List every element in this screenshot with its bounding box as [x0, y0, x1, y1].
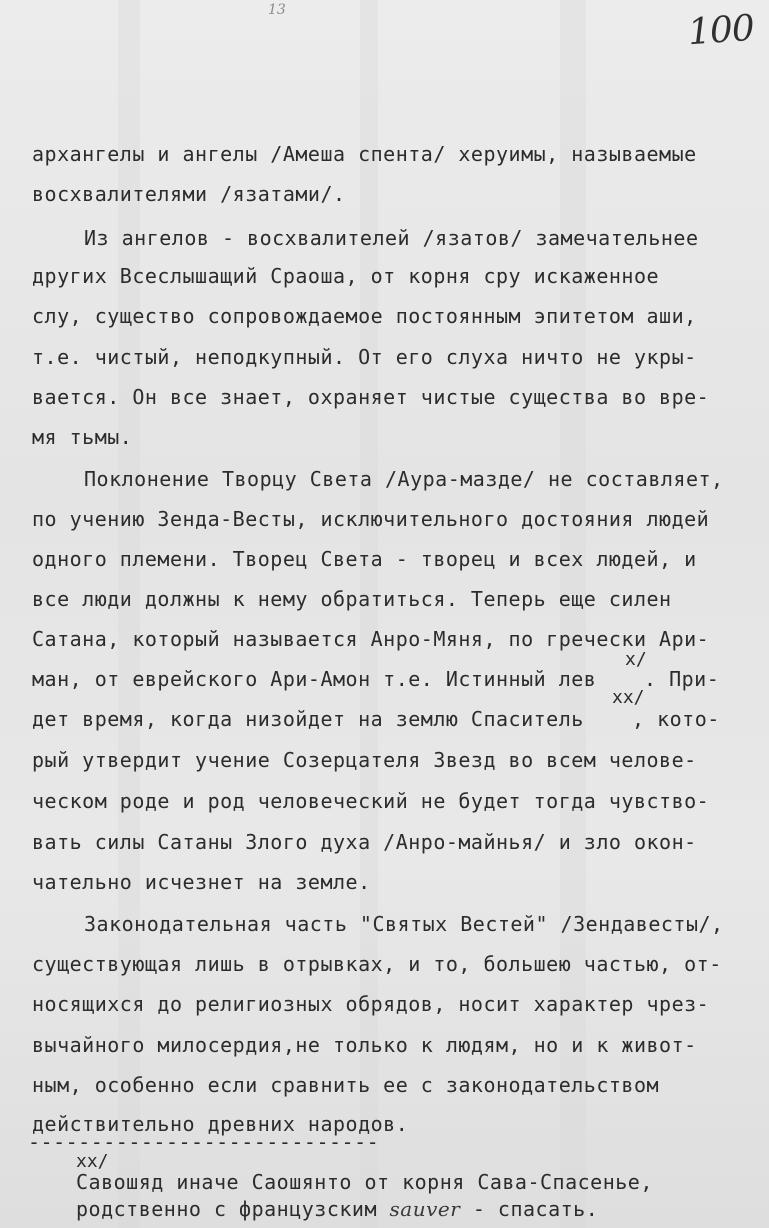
- text-line: Поклонение Творцу Света /Аура-мазде/ не составляет,: [84, 467, 724, 491]
- text-line: дет время, когда низойдет на землю Спаситель: [32, 707, 584, 731]
- footnote-separator: ----------------------------: [28, 1130, 380, 1154]
- text-line: вать силы Сатаны Злого духа /Анро-майнья/ и зло окон-: [32, 830, 697, 854]
- text-line: по учению Зенда-Весты, исключительного достояния людей: [32, 507, 710, 531]
- footnote-line-2: [76, 1197, 598, 1221]
- text-line: , кото-: [632, 707, 720, 731]
- text-line: Из ангелов - восхвалителей /язатов/ замечательнее: [84, 226, 699, 250]
- text-line: действительно древних народов.: [32, 1112, 409, 1136]
- footnote-line-1: Савошяд иначе Саошянто от корня Сава-Спасенье,: [76, 1170, 653, 1194]
- top-mark: 13: [268, 2, 286, 18]
- text-line: восхвалителями /язатами/.: [32, 182, 346, 206]
- text-line: слу, существо сопровождаемое постоянным эпитетом аши,: [32, 304, 697, 328]
- text-line: рый утвердит учение Созерцателя Звезд во всем челове-: [32, 748, 697, 772]
- footnote-marker-x: х/: [625, 649, 647, 670]
- text-line: Сатана, который называется Анро-Мяня, по гречески Ари-: [32, 627, 710, 651]
- text-line: ческом роде и род человеческий не будет тогда чувство-: [32, 789, 710, 813]
- handwritten-word: sauver: [389, 1197, 461, 1221]
- text-line: Законодательная часть "Святых Вестей" /Зендавесты/,: [84, 912, 724, 936]
- footnote-text: родственно с французским: [76, 1197, 377, 1221]
- footnote-text: - спасать.: [472, 1197, 599, 1221]
- text-line: вается. Он все знает, охраняет чистые существа во вре-: [32, 385, 710, 409]
- footnote-marker-xx: хх/: [612, 687, 645, 708]
- text-line: все люди должны к нему обратиться. Теперь еще силен: [32, 587, 672, 611]
- text-line: чательно исчезнет на земле.: [32, 870, 371, 894]
- text-line: мя тьмы.: [32, 425, 133, 449]
- text-line: носящихся до религиозных обрядов, носит характер чрез-: [32, 992, 710, 1016]
- text-line: других Всеслышащий Сраоша, от корня сру искаженное: [32, 264, 660, 288]
- text-line: т.е. чистый, неподкупный. От его слуха ничто не укры-: [32, 345, 697, 369]
- text-line: существующая лишь в отрывках, и то, большею частью, от-: [32, 952, 722, 976]
- handwritten-page-number: 100: [686, 7, 756, 54]
- text-line: одного племени. Творец Света - творец и всех людей, и: [32, 547, 697, 571]
- text-line: вычайного милосердия,не только к людям, но и к живот-: [32, 1033, 697, 1057]
- text-line: ман, от еврейского Ари-Амон т.е. Истинный лев: [32, 667, 597, 691]
- text-line: ным, особенно если сравнить ее с законодательством: [32, 1073, 660, 1097]
- footnote-marker: хх/: [76, 1151, 109, 1172]
- text-line: . При-: [644, 667, 720, 691]
- text-line: архангелы и ангелы /Амеша спента/ херуимы, называемые: [32, 142, 697, 166]
